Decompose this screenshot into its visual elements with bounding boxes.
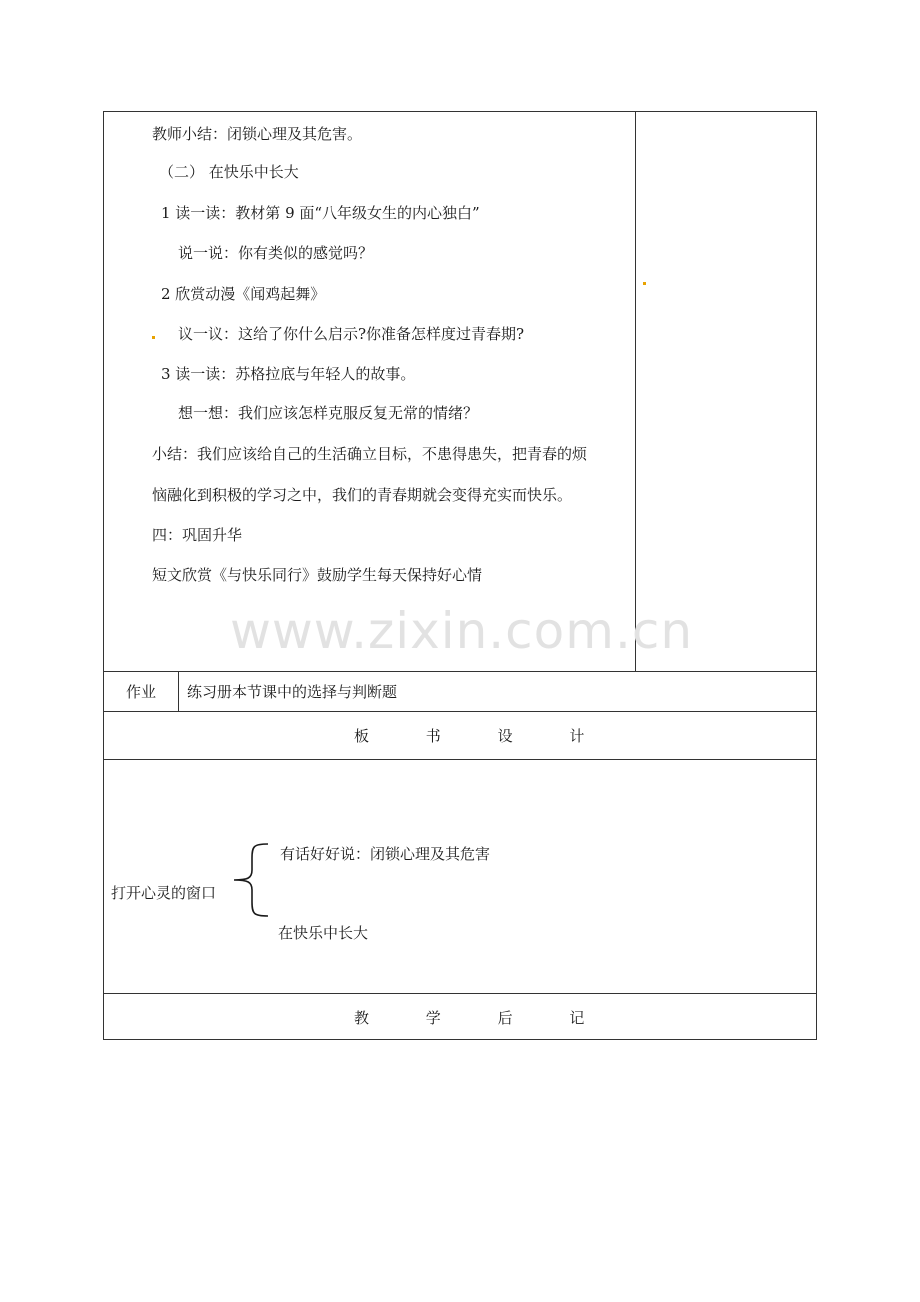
marker-dot [643,282,646,285]
lesson-line: 说一说：你有类似的感觉吗？ [178,244,374,262]
lesson-line: （二） 在快乐中长大 [159,163,299,181]
lesson-line: 议一议：这给了你什么启示?你准备怎样度过青春期? [178,325,525,343]
heading-char: 计 [569,727,585,745]
row-divider-board-heading-top [103,711,817,712]
lesson-line: 想一想：我们应该怎样克服反复无常的情绪？ [178,404,479,422]
heading-char: 后 [497,1009,513,1027]
lesson-line: 四：巩固升华 [152,526,243,544]
lesson-line: 1 读一读：教材第 9 面“八年级女生的内心独白” [161,204,480,222]
lesson-line: 短文欣赏《与快乐同行》鼓励学生每天保持好心情 [152,566,483,584]
heading-char: 教 [354,1009,370,1027]
homework-label: 作业 [126,683,157,701]
row-divider-board-content-top [103,759,817,760]
teaching-notes-heading [354,1008,584,1028]
board-design-heading [354,726,584,746]
homework-label-divider [178,671,179,711]
lesson-line: 教师小结：闭锁心理及其危害。 [152,125,363,143]
marker-dot [152,336,155,339]
lesson-line: 2 欣赏动漫《闻鸡起舞》 [161,285,326,303]
watermark-text: www.zixin.com.cn [230,602,694,660]
row-divider-notes-heading-top [103,993,817,994]
lesson-line: 恼融化到积极的学习之中，我们的青春期就会变得充实而快乐。 [152,486,573,504]
board-root-topic: 打开心灵的窗口 [111,884,217,902]
heading-char: 记 [569,1009,585,1027]
lesson-line: 小结：我们应该给自己的生活确立目标，不患得患失，把青春的烦 [152,445,588,463]
row-divider-homework-top [103,671,817,672]
board-branch-2: 在快乐中长大 [278,924,369,942]
lesson-line: 3 读一读：苏格拉底与年轻人的故事。 [161,365,416,383]
heading-char: 学 [425,1009,441,1027]
heading-char: 板 [354,727,370,745]
heading-char: 设 [497,727,513,745]
heading-char: 书 [425,727,441,745]
board-branch-1: 有话好好说：闭锁心理及其危害 [280,845,491,863]
notes-column-divider [635,111,636,671]
curly-brace-icon [228,840,272,920]
homework-content: 练习册本节课中的选择与判断题 [187,683,398,701]
